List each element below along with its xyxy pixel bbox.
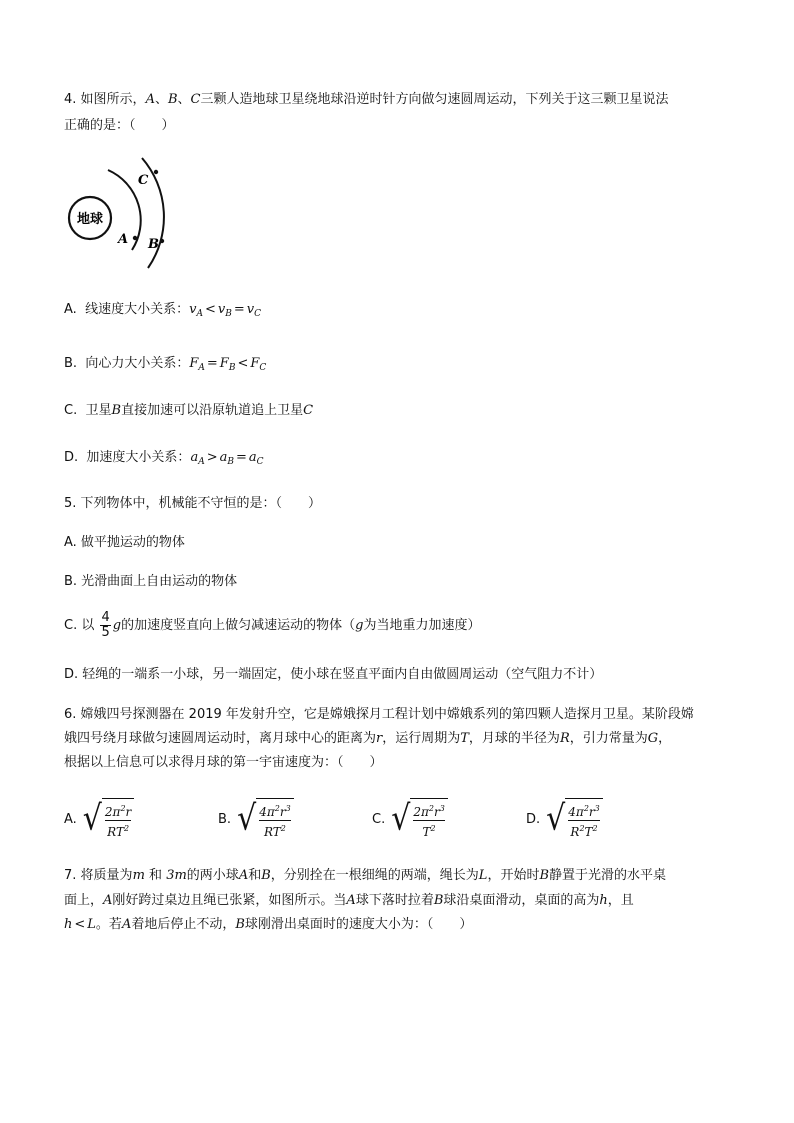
fraction-4-5: $\frac{4}{5}$: [101, 610, 110, 640]
sqrt-expr-b: √ $4\pi^2r^3$ $RT^2$: [237, 798, 294, 840]
q5-option-c: C. 以 $\frac{4}{5}$ g的加速度竖直向上做匀减速运动的物体（g为当地重力加速度）: [64, 610, 481, 640]
q4-option-d: D. 加速度大小关系：$a_A > a_B = a_C$: [64, 450, 264, 467]
q6-option-b: B. √ $4\pi^2r^3$ $RT^2$: [218, 798, 294, 840]
label-c: C: [138, 173, 149, 188]
q4-option-c: C. 卫星B直接加速可以沿原轨道追上卫星C: [64, 403, 314, 418]
q6-stem-line3: 根据以上信息可以求得月球的第一宇宙速度为：（ ）: [64, 755, 383, 770]
q5-option-d: D. 轻绳的一端系一小球，另一端固定，使小球在竖直平面内自由做圆周运动（空气阻力不计）: [64, 667, 603, 682]
q6-option-a: A. √ $2\pi^2r$ $RT^2$: [64, 798, 134, 840]
q5-option-b: B. 光滑曲面上自由运动的物体: [64, 574, 238, 589]
satellite-a: [133, 236, 137, 240]
q7-stem-line1: 7. 将质量为m 和 3m的两小球A和B，分别拴在一根细绳的两端，绳长为L，开始时B静置于光滑的水平桌: [64, 868, 667, 883]
q4-stem-line1: 4. 如图所示，A、B、C三颗人造地球卫星绕地球沿逆时针方向做匀速圆周运动，下列关于这三颗卫星说法: [64, 92, 669, 107]
q6-option-d: D. √ $4\pi^2r^3$ $R^2T^2$: [526, 798, 603, 840]
q4-number: 4.: [64, 92, 77, 107]
q6-option-c: C. √ $2\pi^2r^3$ $T^2$: [372, 798, 448, 840]
sqrt-expr-a: √ $2\pi^2r$ $RT^2$: [83, 798, 135, 840]
label-a: A: [118, 232, 129, 247]
q5-option-a: A. 做平抛运动的物体: [64, 535, 185, 550]
satellite-c: [154, 170, 158, 174]
orbit-diagram: [60, 150, 190, 275]
q6-stem-line1: 6. 嫦娥四号探测器在 2019 年发射升空，它是嫦娥探月工程计划中嫦娥系列的第四颗人造探月卫星。某阶段嫦: [64, 707, 694, 722]
sqrt-expr-d: √ $4\pi^2r^3$ $R^2T^2$: [546, 798, 603, 840]
q4-stem-line2: 正确的是：（ ）: [64, 118, 175, 133]
earth-label: 地球: [76, 212, 104, 227]
q7-stem-line3: h < L。若A着地后停止不动，B球刚滑出桌面时的速度大小为：（ ）: [64, 917, 473, 932]
sqrt-expr-c: √ $2\pi^2r^3$ $T^2$: [391, 798, 448, 840]
q6-stem-line2: 娥四号绕月球做匀速圆周运动时，离月球中心的距离为r，运行周期为T，月球的半径为R，引力常量为G，: [64, 731, 672, 746]
q4-option-a: A. 线速度大小关系：$v_A < v_B = v_C$: [64, 302, 261, 319]
q7-stem-line2: 面上，A刚好跨过桌边且绳已张紧，如图所示。当A球下落时拉着B球沿桌面滑动，桌面的高为h，且: [64, 893, 634, 908]
q5-stem: 5. 下列物体中，机械能不守恒的是：（ ）: [64, 496, 322, 511]
satellite-b: [160, 239, 164, 243]
q4-option-b: B. 向心力大小关系：$F_A = F_B < F_C$: [64, 356, 267, 373]
label-b: B: [148, 237, 159, 252]
